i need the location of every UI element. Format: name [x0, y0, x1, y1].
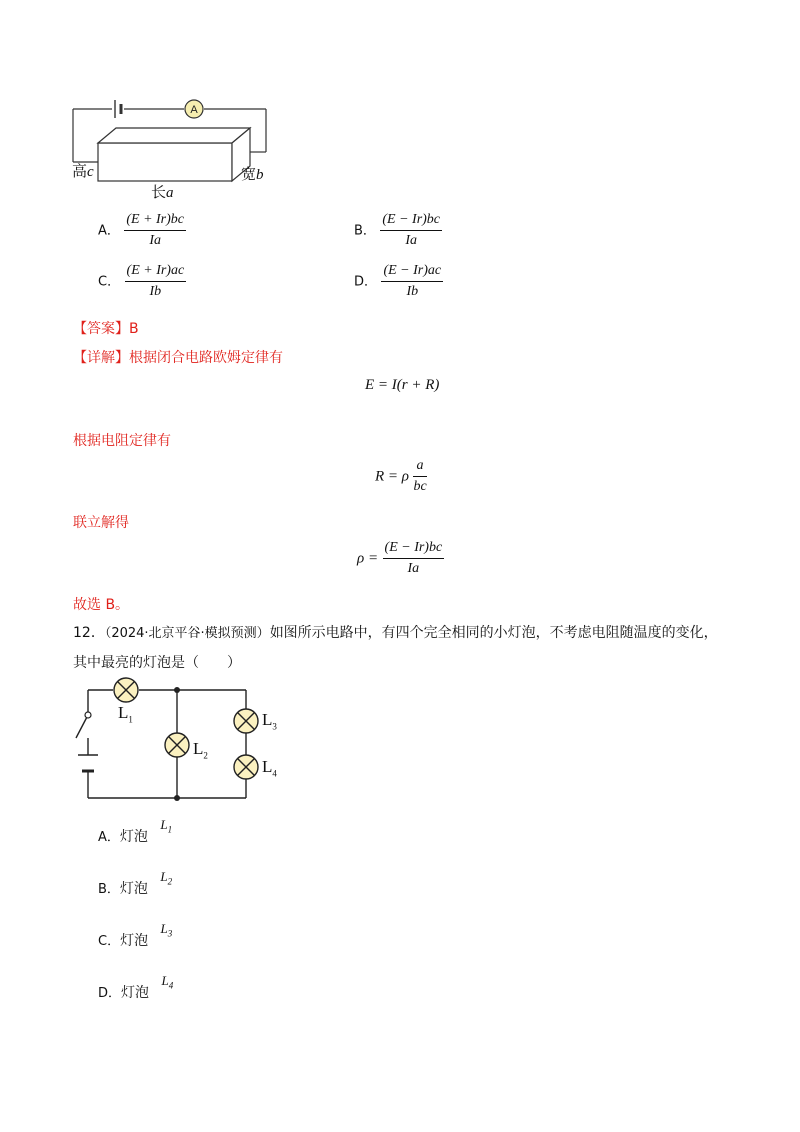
q12-option-b[interactable]: B．灯泡 $L_2$	[98, 869, 173, 897]
explanation-text-3: 联立解得	[73, 515, 129, 531]
lamp-l3-symbol	[234, 709, 258, 733]
q12-option-d[interactable]: D．灯泡 $L_4$	[98, 973, 174, 1001]
q12-option-a[interactable]: A．灯泡 $L_1$	[98, 817, 173, 845]
option-d-fraction: $\frac{(E - Ir)ac}{Ib}$	[383, 263, 442, 299]
label-height: 高c	[72, 164, 94, 180]
lamp-label-l3: $L_3$	[262, 710, 277, 732]
lamp-circuit-diagram	[70, 675, 290, 807]
lamp-label-l4: $L_4$	[262, 757, 277, 779]
q11-option-a[interactable]: A． $\frac{(E + Ir)bc}{Ia}$	[98, 212, 185, 248]
block-top-face	[98, 128, 250, 143]
equation-1: E = I(r + R)	[365, 377, 440, 393]
lamp-label-l1: $L_1$	[118, 703, 133, 725]
q11-option-b[interactable]: B． $\frac{(E - Ir)bc}{Ia}$	[354, 212, 441, 248]
lamp-l4-symbol	[234, 755, 258, 779]
equation-3: ρ = $\frac{(E - Ir)bc}{Ia}$	[357, 540, 443, 576]
q12-option-c[interactable]: C．灯泡 $L_3$	[98, 921, 173, 949]
ammeter-symbol	[185, 100, 203, 118]
q11-option-d[interactable]: D． $\frac{(E - Ir)ac}{Ib}$	[354, 263, 442, 299]
block-front-face	[98, 143, 232, 181]
lamp-circuit-figure	[70, 675, 290, 807]
explanation-text-2: 根据电阻定律有	[73, 433, 171, 449]
q12-stem-line-2: 其中最亮的灯泡是（ ）	[73, 655, 241, 671]
option-a-fraction: $\frac{(E + Ir)bc}{Ia}$	[126, 212, 185, 248]
label-length: 长a	[151, 185, 174, 201]
equation-2: R = ρ $\frac{a}{bc}$	[375, 458, 427, 494]
q12-stem-line-1: 12．（2024·北京平谷·模拟预测）如图所示电路中，有四个完全相同的小灯泡，不考虑电阻随温度的变化，	[73, 625, 718, 641]
lamp-l1-symbol	[114, 678, 138, 702]
detail-line: 【详解】根据闭合电路欧姆定律有	[73, 350, 283, 366]
switch-symbol	[85, 712, 91, 718]
answer-line: 【答案】B	[73, 321, 139, 337]
option-c-fraction: $\frac{(E + Ir)ac}{Ib}$	[126, 263, 185, 299]
label-width: 宽b	[241, 167, 264, 183]
svg-text:A: A	[190, 104, 198, 116]
battery-symbol-2	[78, 755, 98, 771]
lamp-label-l2: $L_2$	[193, 739, 208, 761]
lamp-l2-symbol	[165, 733, 189, 757]
q11-option-c[interactable]: C． $\frac{(E + Ir)ac}{Ib}$	[98, 263, 185, 299]
conclusion-line: 故选 B。	[73, 597, 130, 613]
option-b-fraction: $\frac{(E - Ir)bc}{Ia}$	[382, 212, 441, 248]
battery-symbol	[115, 100, 121, 118]
